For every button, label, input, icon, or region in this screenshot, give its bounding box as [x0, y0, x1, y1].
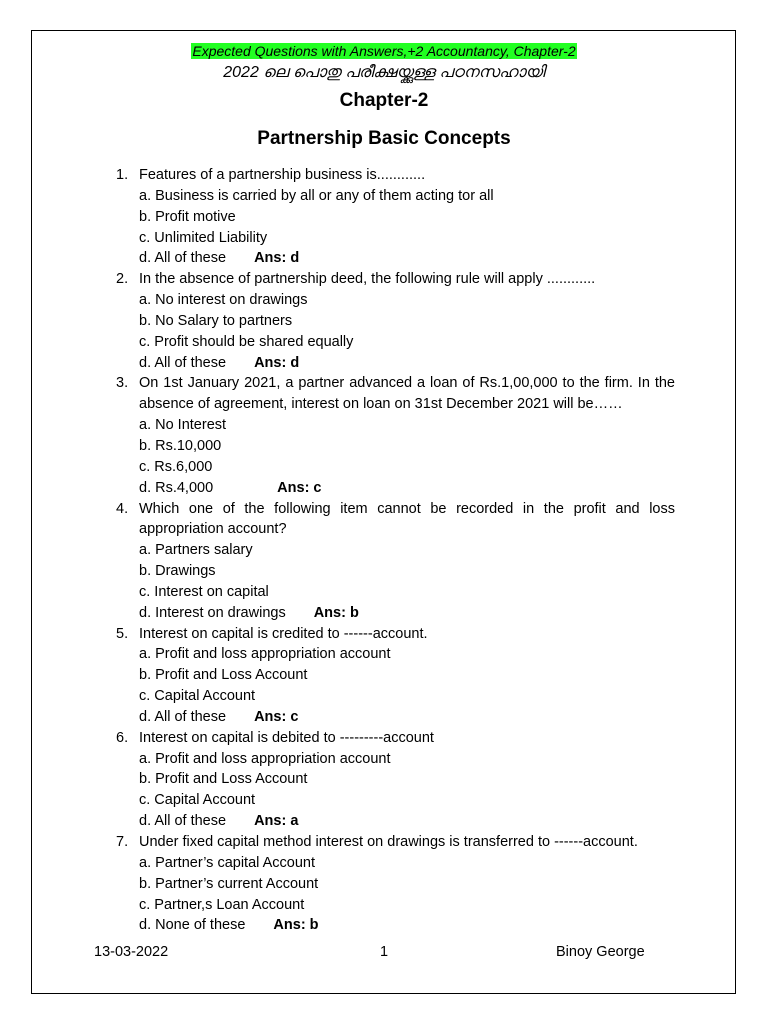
- option-b: b. Profit and Loss Account: [139, 771, 308, 788]
- question-text: In the absence of partnership deed, the following rule will apply ............: [139, 271, 596, 288]
- option-b: b. Profit and Loss Account: [139, 667, 308, 684]
- question-item: [112, 269, 675, 373]
- option-d: d. All of these: [139, 250, 227, 267]
- chapter-heading: Chapter-2: [339, 90, 429, 111]
- question-number: 3.: [116, 375, 129, 392]
- footer-page-number: 1: [380, 944, 389, 960]
- header-subtitle: [0, 43, 768, 59]
- option-a: a. Business is carried by all or any of them acting tor all: [139, 187, 494, 204]
- option-d-row: [139, 603, 675, 624]
- question-text: Which one of the following item cannot be recorded in the profit and loss appropriation account?: [139, 500, 675, 538]
- option-d: d. None of these: [139, 917, 246, 934]
- option-b: b. Rs.10,000: [139, 437, 222, 454]
- option-c: c. Capital Account: [139, 688, 256, 705]
- answer-label: Ans: d: [254, 250, 300, 267]
- footer-author: Binoy George: [556, 944, 645, 960]
- highlighted-subtitle: Expected Questions with Answers,+2 Accountancy, Chapter-2: [192, 43, 576, 59]
- question-number: 1.: [116, 167, 129, 183]
- question-text: Features of a partnership business is............: [139, 167, 426, 183]
- option-d-row: [139, 353, 675, 374]
- option-d-row: [139, 811, 675, 832]
- option-c: c. Unlimited Liability: [139, 229, 268, 246]
- page-title: Partnership Basic Concepts: [257, 128, 511, 149]
- option-d-row: [139, 915, 675, 936]
- question-number: 7.: [116, 834, 129, 850]
- option-c: c. Interest on capital: [139, 583, 269, 600]
- question-list: [112, 165, 675, 936]
- question-item: [112, 373, 675, 498]
- question-item: [112, 499, 675, 624]
- answer-label: Ans: a: [254, 813, 299, 830]
- option-c: c. Rs.6,000: [139, 458, 213, 475]
- question-number: 5.: [116, 625, 129, 642]
- question-text: On 1st January 2021, a partner advanced a loan of Rs.1,00,000 to the firm. In the absence of agreement, interest on loan on 31st December 2021 will be……: [139, 375, 675, 413]
- answer-label: Ans: c: [277, 479, 322, 496]
- option-d: d. Rs.4,000: [139, 479, 214, 496]
- question-item: [112, 165, 675, 269]
- question-number: 6.: [116, 729, 129, 746]
- footer-date: 13-03-2022: [94, 944, 169, 960]
- option-d: d. Interest on drawings: [139, 604, 286, 621]
- question-text: Interest on capital is debited to ---------account: [139, 729, 434, 746]
- option-d-row: [139, 248, 675, 269]
- option-c: c. Profit should be shared equally: [139, 333, 354, 350]
- option-b: b. Drawings: [139, 563, 216, 580]
- answer-label: Ans: d: [254, 354, 300, 371]
- option-a: a. Profit and loss appropriation account: [139, 750, 391, 767]
- option-a: a. No interest on drawings: [139, 292, 308, 309]
- question-item: [112, 624, 675, 728]
- option-a: a. Partner’s capital Account: [139, 854, 315, 871]
- question-item: [112, 832, 675, 936]
- option-b: b. No Salary to partners: [139, 312, 293, 329]
- question-number: 4.: [116, 500, 129, 517]
- answer-label: Ans: b: [313, 604, 359, 621]
- option-b: b. Partner’s current Account: [139, 875, 319, 892]
- answer-label: Ans: c: [254, 708, 299, 725]
- question-item: [112, 728, 675, 832]
- option-c: c. Capital Account: [139, 792, 256, 809]
- option-b: b. Profit motive: [139, 208, 236, 225]
- option-a: a. Partners salary: [139, 542, 253, 559]
- option-d-row: [139, 707, 675, 728]
- option-d: d. All of these: [139, 354, 227, 371]
- question-text: Under fixed capital method interest on drawings is transferred to ------account.: [139, 834, 638, 850]
- option-d-row: [139, 478, 675, 499]
- question-number: 2.: [116, 271, 129, 288]
- header-malayalam-subtitle: 2022 ലെ പൊതു പരീക്ഷയ്ക്കുള്ള പഠനസഹായി: [223, 64, 545, 81]
- option-d: d. All of these: [139, 708, 227, 725]
- option-a: a. Profit and loss appropriation account: [139, 646, 391, 663]
- answer-label: Ans: b: [273, 917, 319, 934]
- question-text: Interest on capital is credited to ------account.: [139, 625, 428, 642]
- option-c: c. Partner,s Loan Account: [139, 896, 305, 913]
- option-a: a. No Interest: [139, 417, 227, 434]
- option-d: d. All of these: [139, 813, 227, 830]
